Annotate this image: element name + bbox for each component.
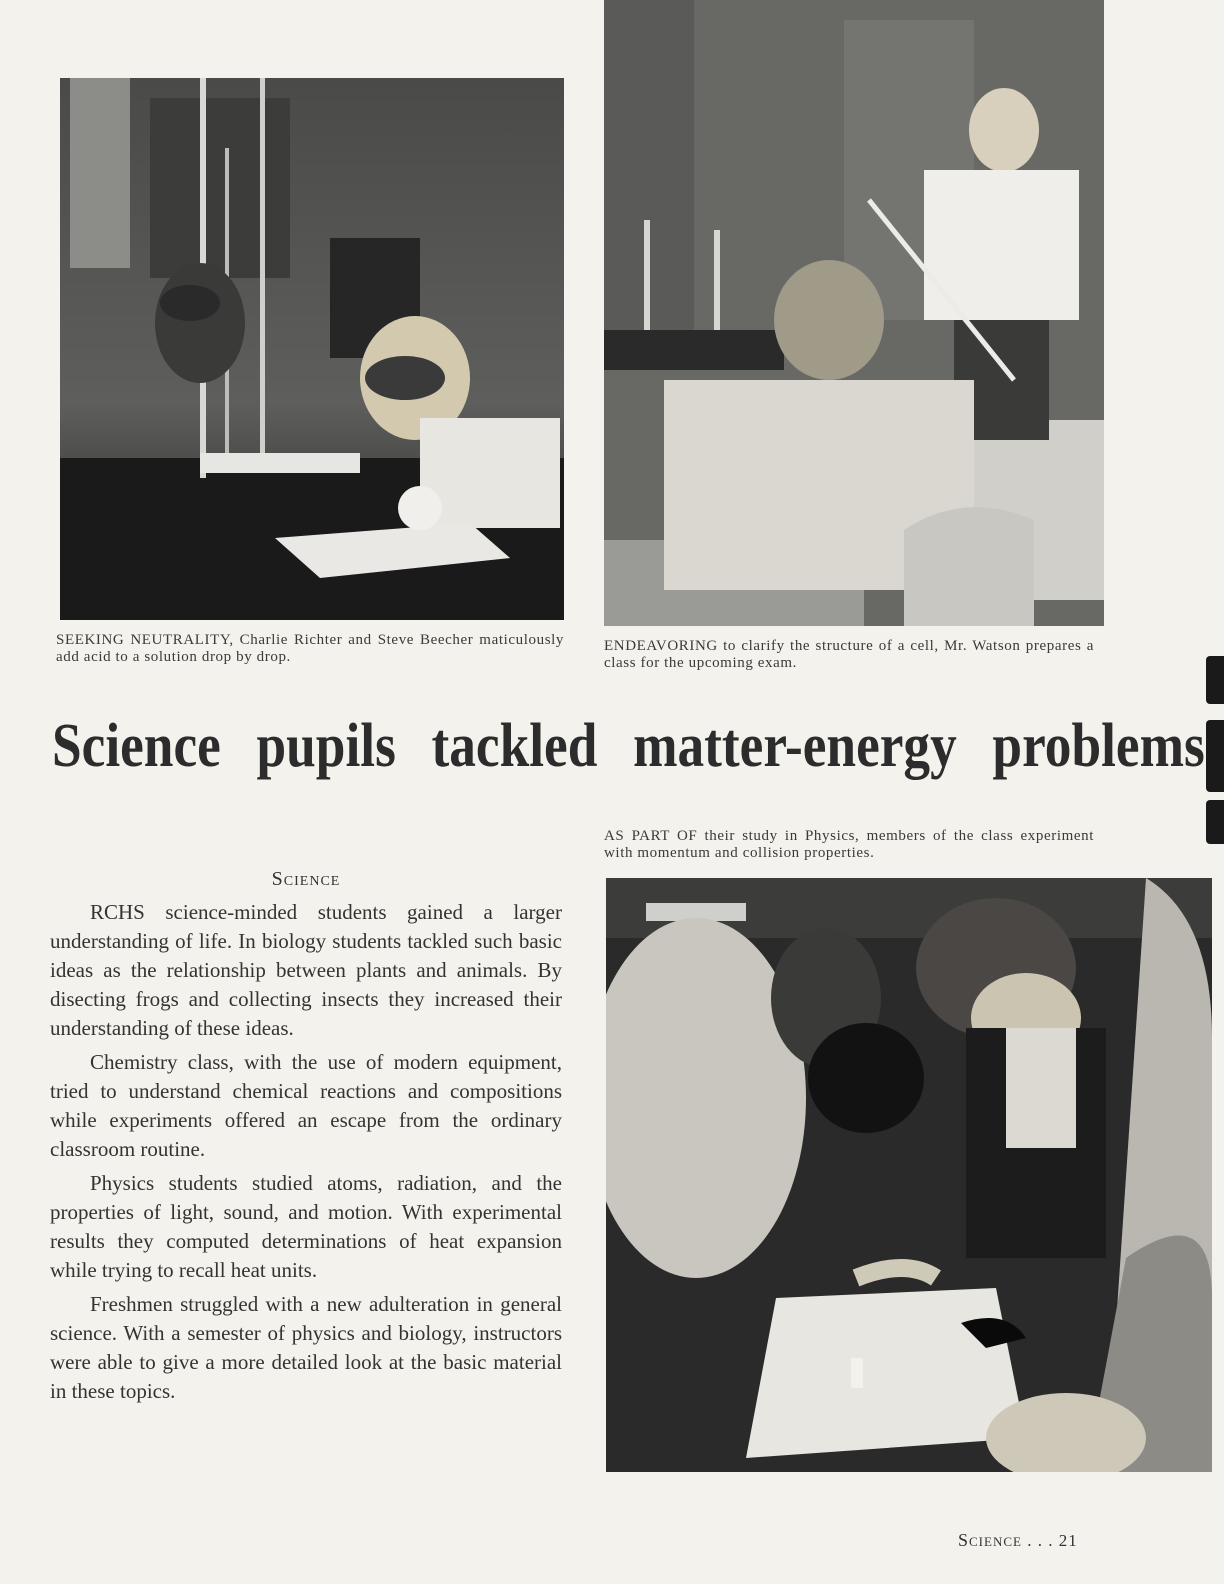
caption-lead: AS PART OF	[604, 828, 698, 844]
chemistry-lab-photo-image	[60, 78, 564, 620]
article-paragraph: Chemistry class, with the use of modern equipment, tried to understand chemical reactions and compositions while experiments offered an escape from the ordinary classroom routine.	[50, 1050, 562, 1161]
page-folio	[958, 1530, 1078, 1551]
caption-lead: ENDEAVORING	[604, 638, 718, 654]
page-edge-tab	[1206, 656, 1224, 704]
page-headline: Science pupils tackled matter-energy problems	[52, 712, 1205, 780]
article-body	[50, 898, 562, 1411]
photo-physics-experiment	[606, 878, 1212, 1472]
article-paragraph: Physics students studied atoms, radiation, and the properties of light, sound, and motion. With experimental results they computed determinations of heat expansion while trying to recall heat units.	[50, 1171, 562, 1282]
article-paragraph: RCHS science-minded students gained a larger understanding of life. In biology students tackled such basic ideas as the relationship between plants and animals. By disecting frogs and collecting insects they increased their understanding of these ideas.	[50, 900, 562, 1040]
page-number: 21	[1058, 1531, 1078, 1550]
caption-text: their study in Physics, members of the class experiment with momentum and collision properties.	[604, 828, 1094, 861]
biology-class-photo-image	[604, 0, 1104, 626]
physics-experiment-photo-image	[606, 878, 1212, 1472]
page-edge-tab	[1206, 720, 1224, 792]
folio-separator: . . .	[1021, 1531, 1059, 1550]
caption-text: to clarify the structure of a cell, Mr. Watson prepares a class for the upcoming exam.	[604, 638, 1094, 671]
folio-section: Science	[958, 1530, 1022, 1550]
article-paragraph: Freshmen struggled with a new adulteration in general science. With a semester of physics and biology, instructors were able to give a more detailed look at the basic material in these topics.	[50, 1292, 562, 1403]
caption-chemistry-lab	[56, 632, 564, 666]
photo-biology-class	[604, 0, 1104, 626]
section-heading: Science	[271, 868, 341, 890]
caption-lead: SEEKING NEUTRALITY,	[56, 632, 234, 648]
caption-text: Charlie Richter and Steve Beecher maticulously add acid to a solution drop by drop.	[56, 632, 564, 665]
caption-physics-class	[604, 828, 1094, 862]
page-edge-tab	[1206, 800, 1224, 844]
photo-chemistry-lab	[60, 78, 564, 620]
caption-biology-class	[604, 638, 1094, 672]
